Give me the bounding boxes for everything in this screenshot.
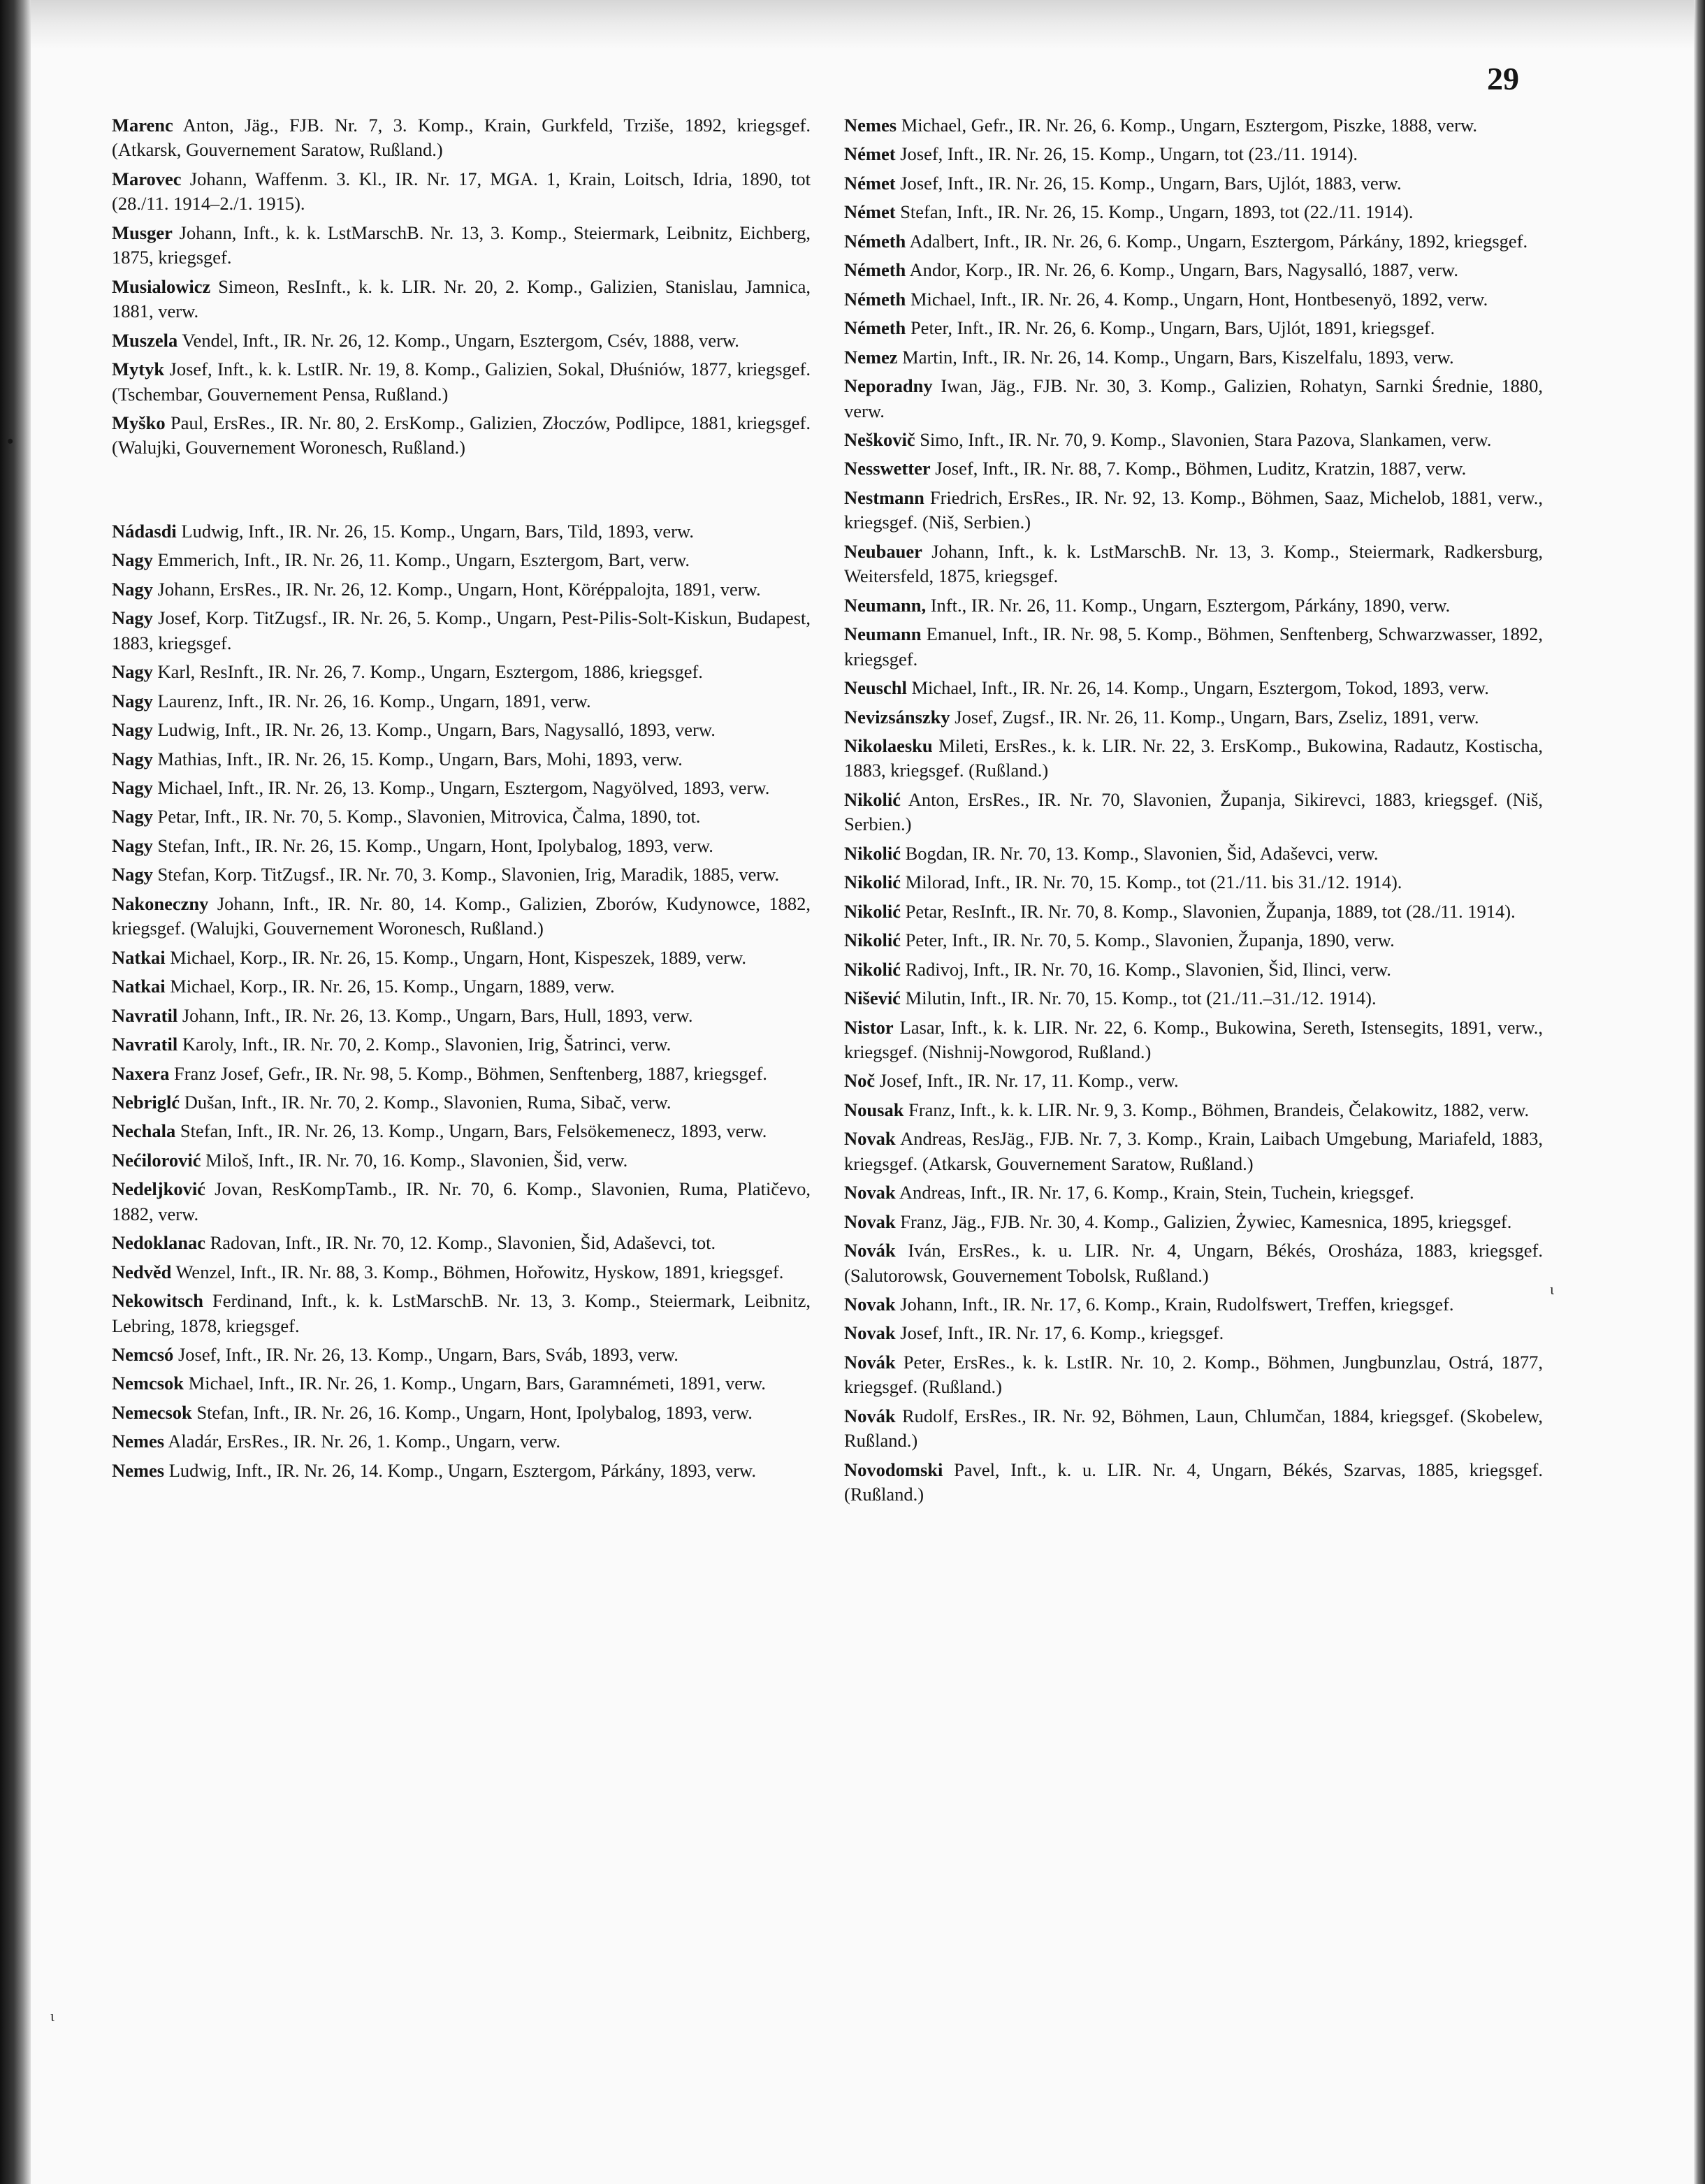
entry-details: Stefan, Inft., IR. Nr. 26, 15. Komp., Ungarn, 1893, tot (22./11. 1914). <box>900 201 1414 223</box>
entry-surname: Németh <box>844 288 906 310</box>
entry-details: Michael, Inft., IR. Nr. 26, 14. Komp., Ungarn, Esztergom, Tokod, 1893, verw. <box>911 677 1489 699</box>
entry-surname: Nikolić <box>844 788 901 810</box>
register-entry <box>844 1321 1543 1345</box>
register-entry <box>844 229 1543 254</box>
register-entry <box>844 1069 1543 1093</box>
entry-surname: Novák <box>844 1405 896 1426</box>
entry-surname: Nakoneczny <box>112 892 209 914</box>
entry-surname: Nemez <box>844 346 898 368</box>
entry-surname: Novodomski <box>844 1459 943 1480</box>
entry-details: Josef, Inft., IR. Nr. 17, 6. Komp., kriegsgef. <box>900 1322 1224 1344</box>
entry-details: Adalbert, Inft., IR. Nr. 26, 6. Komp., Ungarn, Esztergom, Párkány, 1892, kriegsgef. <box>909 230 1528 252</box>
entry-surname: Nemes <box>844 115 897 136</box>
register-entry <box>112 1459 811 1483</box>
entry-surname: Navratil <box>112 1004 178 1026</box>
page-number: 29 <box>1487 61 1519 96</box>
register-entry <box>844 316 1543 340</box>
register-entry <box>844 1404 1543 1454</box>
entry-details: Michael, Gefr., IR. Nr. 26, 6. Komp., Ungarn, Esztergom, Piszke, 1888, verw. <box>901 115 1477 136</box>
entry-details: Johann, Waffenm. 3. Kl., IR. Nr. 17, MGA. 1, Krain, Loitsch, Idria, 1890, tot (28./11. 1914–2./1. 1915). <box>112 168 811 215</box>
scan-top-shadow <box>0 0 1705 49</box>
margin-mark: ι <box>50 2007 55 2025</box>
entry-details: Josef, Korp. TitZugsf., IR. Nr. 26, 5. Komp., Ungarn, Pest-Pilis-Solt-Kiskun, Budapest, 1883, kriegsgef. <box>112 607 811 653</box>
entry-details: Ferdinand, Inft., k. k. LstMarschB. Nr. 13, 3. Komp., Steiermark, Leibnitz, Lebring, 1878, kriegsgef. <box>112 1290 811 1336</box>
entry-details: Stefan, Inft., IR. Nr. 26, 16. Komp., Ungarn, Hont, Ipolybalog, 1893, verw. <box>196 1401 753 1423</box>
register-entry <box>112 718 811 742</box>
register-entry <box>112 1177 811 1227</box>
entry-surname: Myško <box>112 412 166 433</box>
register-entry <box>844 1098 1543 1122</box>
register-entry <box>844 345 1543 370</box>
entry-surname: Nikolić <box>844 900 901 922</box>
entry-details: Michael, Inft., IR. Nr. 26, 4. Komp., Ungarn, Hont, Hontbesenyö, 1892, verw. <box>910 288 1488 310</box>
entry-details: Mathias, Inft., IR. Nr. 26, 15. Komp., Ungarn, Bars, Mohi, 1893, verw. <box>157 748 683 769</box>
entry-details: Michael, Inft., IR. Nr. 26, 1. Komp., Ungarn, Bars, Garamnémeti, 1891, verw. <box>188 1373 766 1394</box>
entry-details: Stefan, Inft., IR. Nr. 26, 15. Komp., Ungarn, Hont, Ipolybalog, 1893, verw. <box>157 834 713 856</box>
register-entry <box>112 776 811 800</box>
register-entry <box>112 1231 811 1255</box>
register-entry <box>844 676 1543 700</box>
register-entry <box>844 622 1543 672</box>
entry-details: Franz Josef, Gefr., IR. Nr. 98, 5. Komp., Böhmen, Senftenberg, 1887, kriegsgef. <box>174 1062 767 1084</box>
entry-details: Emanuel, Inft., IR. Nr. 98, 5. Komp., Böhmen, Senftenberg, Schwarzwasser, 1892, kriegsgef. <box>844 623 1544 670</box>
register-entry <box>844 870 1543 895</box>
entry-surname: Németh <box>844 259 906 281</box>
register-entry <box>112 1148 811 1173</box>
entry-surname: Marenc <box>112 115 173 136</box>
register-entry <box>112 167 811 217</box>
entry-surname: Nagy <box>112 719 153 741</box>
entry-surname: Németh <box>844 230 906 252</box>
register-entry <box>844 957 1543 982</box>
left-column <box>112 113 811 1483</box>
entry-surname: Nagy <box>112 578 153 600</box>
entry-surname: Neumann, <box>844 594 927 616</box>
entry-details: Josef, Zugsf., IR. Nr. 26, 11. Komp., Ungarn, Bars, Zseliz, 1891, verw. <box>955 706 1479 728</box>
entry-surname: Muszela <box>112 329 178 351</box>
entry-details: Michael, Korp., IR. Nr. 26, 15. Komp., Ungarn, Hont, Kispeszek, 1889, verw. <box>170 946 747 968</box>
entry-surname: Nišević <box>844 988 901 1009</box>
register-entry <box>844 456 1543 481</box>
entry-details: Martin, Inft., IR. Nr. 26, 14. Komp., Ungarn, Bars, Kiszelfalu, 1893, verw. <box>902 346 1454 368</box>
register-entry <box>844 258 1543 282</box>
entry-details: Anton, Jäg., FJB. Nr. 7, 3. Komp., Krain, Gurkfeld, Trziše, 1892, kriegsgef. (Atkarsk, Gouvernement Saratow, Rußland.) <box>112 115 811 161</box>
register-entry <box>844 374 1543 424</box>
entry-surname: Neubauer <box>844 540 922 562</box>
register-entry <box>112 747 811 772</box>
entry-details: Ludwig, Inft., IR. Nr. 26, 15. Komp., Ungarn, Bars, Tild, 1893, verw. <box>181 520 695 542</box>
register-entry <box>112 548 811 572</box>
register-entry <box>844 1292 1543 1317</box>
register-entry <box>844 734 1543 783</box>
entry-details: Karoly, Inft., IR. Nr. 70, 2. Komp., Slavonien, Irig, Šatrinci, verw. <box>182 1034 672 1055</box>
register-entry <box>844 113 1543 138</box>
margin-mark: • <box>7 431 14 451</box>
entry-details: Laurenz, Inft., IR. Nr. 26, 16. Komp., Ungarn, 1891, verw. <box>157 690 591 711</box>
entry-surname: Noč <box>844 1070 876 1092</box>
entry-surname: Novak <box>844 1294 896 1315</box>
entry-surname: Novak <box>844 1128 896 1150</box>
entry-details: Stefan, Inft., IR. Nr. 26, 13. Komp., Ungarn, Bars, Felsökemenecz, 1893, verw. <box>180 1120 767 1142</box>
register-entry <box>112 357 811 407</box>
entry-details: Radivoj, Inft., IR. Nr. 70, 16. Komp., Slavonien, Šid, Ilinci, verw. <box>905 958 1391 980</box>
register-entry <box>112 862 811 887</box>
scan-binding-edge <box>0 0 31 2184</box>
entry-details: Peter, ErsRes., k. k. LstIR. Nr. 10, 2. Komp., Böhmen, Jungbunzlau, Ostrá, 1877, kriegsgef. (Rußland.) <box>844 1351 1543 1398</box>
entry-surname: Németh <box>844 317 906 339</box>
entry-details: Johann, Inft., IR. Nr. 26, 13. Komp., Ungarn, Bars, Hull, 1893, verw. <box>182 1004 693 1026</box>
entry-surname: Natkai <box>112 976 166 997</box>
entry-surname: Naxera <box>112 1062 170 1084</box>
margin-mark: ι <box>1550 1280 1554 1298</box>
entry-details: Josef, Inft., IR. Nr. 26, 15. Komp., Ungarn, Bars, Ujlót, 1883, verw. <box>900 172 1402 194</box>
entry-details: Aladár, ErsRes., IR. Nr. 26, 1. Komp., Ungarn, verw. <box>168 1431 560 1452</box>
entry-surname: Nagy <box>112 806 153 827</box>
entry-surname: Neškovič <box>844 428 915 450</box>
entry-details: Josef, Inft., k. k. LstIR. Nr. 19, 8. Komp., Galizien, Sokal, Dłuśniów, 1877, kriegsgef. (Tschembar, Gouvernement Pensa, Rußland.) <box>112 359 811 405</box>
entry-surname: Német <box>844 201 896 223</box>
entry-surname: Musger <box>112 222 173 243</box>
entry-details: Radovan, Inft., IR. Nr. 70, 12. Komp., Slavonien, Šid, Adaševci, tot. <box>210 1232 716 1254</box>
register-entry <box>112 1289 811 1338</box>
register-entry <box>844 1210 1543 1234</box>
entry-surname: Nagy <box>112 864 153 885</box>
entry-details: Andor, Korp., IR. Nr. 26, 6. Komp., Ungarn, Bars, Nagysalló, 1887, verw. <box>909 259 1458 281</box>
register-entry <box>112 1371 811 1396</box>
entry-details: Dušan, Inft., IR. Nr. 70, 2. Komp., Slavonien, Ruma, Sibač, verw. <box>184 1091 672 1113</box>
entry-details: Mileti, ErsRes., k. k. LIR. Nr. 22, 3. ErsKomp., Bukowina, Radautz, Kostischa, 1883, kriegsgef. (Rußland.) <box>844 735 1543 781</box>
entry-surname: Nikolić <box>844 930 901 951</box>
entry-surname: Mytyk <box>112 359 165 380</box>
register-entry <box>112 1119 811 1143</box>
register-entry <box>844 1238 1543 1288</box>
register-entry <box>844 540 1543 589</box>
entry-surname: Natkai <box>112 946 166 968</box>
entry-surname: Nagy <box>112 549 153 571</box>
register-entry <box>844 841 1543 866</box>
entry-details: Josef, Inft., IR. Nr. 88, 7. Komp., Böhmen, Luditz, Kratzin, 1887, verw. <box>935 458 1467 479</box>
entry-surname: Nikolić <box>844 958 901 980</box>
entry-surname: Nádasdi <box>112 520 177 542</box>
register-entry <box>112 113 811 163</box>
register-entry <box>844 593 1543 618</box>
register-entry <box>112 1260 811 1285</box>
entry-details: Johann, Inft., k. k. LstMarschB. Nr. 13, 3. Komp., Steiermark, Radkersburg, Weitersfeld, 1875, kriegsgef. <box>844 540 1543 587</box>
entry-surname: Nevizsánszky <box>844 706 950 728</box>
entry-surname: Nećilorović <box>112 1149 201 1171</box>
entry-details: Johann, ErsRes., IR. Nr. 26, 12. Komp., Ungarn, Hont, Köréppalojta, 1891, verw. <box>157 578 761 600</box>
entry-surname: Novak <box>844 1182 896 1203</box>
entry-surname: Nebriglć <box>112 1091 180 1113</box>
entry-surname: Nagy <box>112 776 153 798</box>
entry-details: Peter, Inft., IR. Nr. 70, 5. Komp., Slavonien, Županja, 1890, verw. <box>905 930 1395 951</box>
register-entry <box>844 705 1543 730</box>
register-entry <box>844 200 1543 224</box>
entry-surname: Nagy <box>112 661 153 683</box>
entry-surname: Nesswetter <box>844 458 931 479</box>
entry-details: Anton, ErsRes., IR. Nr. 70, Slavonien, Županja, Sikirevci, 1883, kriegsgef. (Niš, Serbien.) <box>844 788 1543 835</box>
entry-details: Emmerich, Inft., IR. Nr. 26, 11. Komp., Ungarn, Esztergom, Bart, verw. <box>157 549 690 571</box>
entry-details: Karl, ResInft., IR. Nr. 26, 7. Komp., Ungarn, Esztergom, 1886, kriegsgef. <box>157 661 703 683</box>
register-entry <box>112 689 811 714</box>
register-entry <box>112 221 811 270</box>
entry-details: Michael, Inft., IR. Nr. 26, 13. Komp., Ungarn, Esztergom, Nagyölved, 1893, verw. <box>157 776 770 798</box>
entry-details: Petar, ResInft., IR. Nr. 70, 8. Komp., Slavonien, Županja, 1889, tot (28./11. 1914). <box>905 900 1516 922</box>
register-entry <box>844 428 1543 452</box>
register-entry <box>112 519 811 544</box>
entry-details: Andreas, ResJäg., FJB. Nr. 7, 3. Komp., Krain, Laibach Umgebung, Mariafeld, 1883, kriegsgef. (Atkarsk, Gouvernement Saratow, Rußland.) <box>844 1128 1543 1174</box>
register-entry <box>112 606 811 656</box>
register-entry <box>844 1350 1543 1400</box>
entry-surname: Novak <box>844 1322 896 1344</box>
register-entry <box>844 171 1543 196</box>
register-entry <box>112 1032 811 1057</box>
register-entry <box>844 788 1543 837</box>
entry-details: Peter, Inft., IR. Nr. 26, 6. Komp., Ungarn, Bars, Ujlót, 1891, kriegsgef. <box>910 317 1435 339</box>
entry-details: Inft., IR. Nr. 26, 11. Komp., Ungarn, Esztergom, Párkány, 1890, verw. <box>930 594 1451 616</box>
entry-details: Andreas, Inft., IR. Nr. 17, 6. Komp., Krain, Stein, Tuchein, kriegsgef. <box>899 1182 1414 1203</box>
entry-details: Jovan, ResKompTamb., IR. Nr. 70, 6. Komp., Slavonien, Ruma, Platičevo, 1882, verw. <box>112 1178 811 1224</box>
entry-surname: Neporadny <box>844 375 933 397</box>
entry-surname: Navratil <box>112 1034 178 1055</box>
register-entry <box>112 577 811 602</box>
entry-details: Bogdan, IR. Nr. 70, 13. Komp., Slavonien, Šid, Adaševci, verw. <box>905 842 1379 864</box>
entry-details: Milutin, Inft., IR. Nr. 70, 15. Komp., tot (21./11.–31./12. 1914). <box>905 988 1377 1009</box>
entry-details: Franz, Inft., k. k. LIR. Nr. 9, 3. Komp., Böhmen, Brandeis, Čelakowitz, 1882, verw. <box>908 1099 1530 1120</box>
entry-surname: Novák <box>844 1351 896 1373</box>
entry-details: Josef, Inft., IR. Nr. 26, 15. Komp., Ungarn, tot (23./11. 1914). <box>900 143 1358 165</box>
entry-details: Miloš, Inft., IR. Nr. 70, 16. Komp., Slavonien, Šid, verw. <box>205 1149 628 1171</box>
entry-details: Stefan, Korp. TitZugsf., IR. Nr. 70, 3. Komp., Slavonien, Irig, Maradik, 1885, verw. <box>157 864 780 885</box>
entry-surname: Nemes <box>112 1431 165 1452</box>
entry-details: Friedrich, ErsRes., IR. Nr. 92, 13. Komp., Böhmen, Saaz, Michelob, 1881, verw., kriegsgef. (Niš, Serbien.) <box>844 486 1544 533</box>
entry-surname: Nemcsok <box>112 1373 184 1394</box>
register-entry <box>844 1127 1543 1176</box>
entry-surname: Nistor <box>844 1016 894 1038</box>
entry-details: Wenzel, Inft., IR. Nr. 88, 3. Komp., Böhmen, Hořowitz, Hyskow, 1891, kriegsgef. <box>175 1261 784 1282</box>
register-entry <box>844 486 1543 535</box>
entry-details: Rudolf, ErsRes., IR. Nr. 92, Böhmen, Laun, Chlumčan, 1884, kriegsgef. (Skobelew, Rußland.) <box>844 1405 1544 1452</box>
entry-surname: Novak <box>844 1210 896 1232</box>
entry-details: Iwan, Jäg., FJB. Nr. 30, 3. Komp., Galizien, Rohatyn, Sarnki Średnie, 1880, verw. <box>844 375 1543 421</box>
entry-details: Simo, Inft., IR. Nr. 70, 9. Komp., Slavonien, Stara Pazova, Slankamen, verw. <box>920 428 1492 450</box>
entry-surname: Musialowicz <box>112 275 211 297</box>
entry-details: Josef, Inft., IR. Nr. 26, 13. Komp., Ungarn, Bars, Sváb, 1893, verw. <box>177 1344 679 1366</box>
register-entry <box>844 287 1543 312</box>
register-entry <box>112 1090 811 1115</box>
right-column <box>844 113 1543 1507</box>
entry-surname: Nemcsó <box>112 1344 174 1366</box>
entry-surname: Nousak <box>844 1099 904 1120</box>
entry-details: Franz, Jäg., FJB. Nr. 30, 4. Komp., Galizien, Żywiec, Kamesnica, 1895, kriegsgef. <box>900 1210 1512 1232</box>
register-entry <box>112 660 811 684</box>
register-entry <box>112 946 811 970</box>
register-entry <box>112 804 811 829</box>
entry-surname: Nestmann <box>844 486 924 508</box>
scan-right-edge <box>1694 0 1705 2184</box>
entry-surname: Nechala <box>112 1120 176 1142</box>
entry-details: Pavel, Inft., k. u. LIR. Nr. 4, Ungarn, Békés, Szarvas, 1885, kriegsgef. (Rußland.) <box>844 1459 1543 1505</box>
entry-surname: Neuschl <box>844 677 907 699</box>
register-entry <box>112 1343 811 1367</box>
entry-details: Ludwig, Inft., IR. Nr. 26, 13. Komp., Ungarn, Bars, Nagysalló, 1893, verw. <box>157 719 716 741</box>
entry-surname: Nikolić <box>844 872 901 893</box>
register-entry <box>844 1458 1543 1507</box>
register-entry <box>112 974 811 999</box>
entry-surname: Marovec <box>112 168 182 189</box>
entry-surname: Nagy <box>112 607 153 629</box>
entry-details: Johann, Inft., k. k. LstMarschB. Nr. 13, 3. Komp., Steiermark, Leibnitz, Eichberg, 1875, kriegsgef. <box>112 222 811 268</box>
entry-surname: Nikolaesku <box>844 735 933 756</box>
entry-details: Vendel, Inft., IR. Nr. 26, 12. Komp., Ungarn, Esztergom, Csév, 1888, verw. <box>182 329 739 351</box>
entry-details: Johann, Inft., IR. Nr. 17, 6. Komp., Krain, Rudolfswert, Treffen, kriegsgef. <box>900 1294 1454 1315</box>
entry-surname: Nekowitsch <box>112 1290 204 1312</box>
entry-surname: Nedvěd <box>112 1261 172 1282</box>
entry-surname: Német <box>844 172 896 194</box>
entry-details: Milorad, Inft., IR. Nr. 70, 15. Komp., tot (21./11. bis 31./12. 1914). <box>905 872 1402 893</box>
entry-surname: Nemecsok <box>112 1401 192 1423</box>
entry-details: Paul, ErsRes., IR. Nr. 80, 2. ErsKomp., Galizien, Złoczów, Podlipce, 1881, kriegsgef. (Walujki, Gouvernement Woronesch, Rußland.) <box>112 412 811 458</box>
entry-surname: Nagy <box>112 690 153 711</box>
register-entry <box>112 1004 811 1028</box>
entry-details: Lasar, Inft., k. k. LIR. Nr. 22, 6. Komp., Bukowina, Sereth, Istensegits, 1891, verw., kriegsgef. (Nishnij-Nowgorod, Rußland.) <box>844 1016 1543 1062</box>
entry-surname: Nagy <box>112 834 153 856</box>
entry-surname: Nagy <box>112 748 153 769</box>
register-entry <box>112 834 811 858</box>
register-entry <box>112 411 811 461</box>
register-entry <box>844 142 1543 166</box>
entry-surname: Neumann <box>844 623 922 645</box>
register-entry <box>844 1015 1543 1065</box>
entry-details: Petar, Inft., IR. Nr. 70, 5. Komp., Slavonien, Mitrovica, Čalma, 1890, tot. <box>157 806 701 827</box>
entry-surname: Nedoklanac <box>112 1232 205 1254</box>
entry-details: Josef, Inft., IR. Nr. 17, 11. Komp., verw. <box>879 1070 1179 1092</box>
register-entry <box>112 892 811 941</box>
register-entry <box>844 928 1543 953</box>
register-entry <box>112 275 811 324</box>
entry-details: Iván, ErsRes., k. u. LIR. Nr. 4, Ungarn, Békés, Orosháza, 1883, kriegsgef. (Salutorowsk, Gouvernement Tobolsk, Rußland.) <box>844 1240 1544 1286</box>
entry-details: Simeon, ResInft., k. k. LIR. Nr. 20, 2. Komp., Galizien, Stanislau, Jamnica, 1881, verw. <box>112 275 811 322</box>
register-entry <box>112 1401 811 1425</box>
entry-surname: Nedeljković <box>112 1178 205 1200</box>
entry-surname: Novák <box>844 1240 896 1261</box>
entry-surname: Nemes <box>112 1459 165 1481</box>
register-entry <box>112 1429 811 1454</box>
register-entry <box>844 986 1543 1011</box>
register-entry <box>112 1062 811 1086</box>
register-entry <box>844 1180 1543 1205</box>
entry-surname: Német <box>844 143 896 165</box>
entry-details: Michael, Korp., IR. Nr. 26, 15. Komp., Ungarn, 1889, verw. <box>170 976 615 997</box>
register-entry <box>112 328 811 353</box>
entry-details: Ludwig, Inft., IR. Nr. 26, 14. Komp., Ungarn, Esztergom, Párkány, 1893, verw. <box>168 1459 756 1481</box>
register-entry <box>844 899 1543 924</box>
entry-details: Johann, Inft., IR. Nr. 80, 14. Komp., Galizien, Zborów, Kudynowce, 1882, kriegsgef. (Walujki, Gouvernement Woronesch, Rußland.) <box>112 892 811 939</box>
entry-surname: Nikolić <box>844 842 901 864</box>
